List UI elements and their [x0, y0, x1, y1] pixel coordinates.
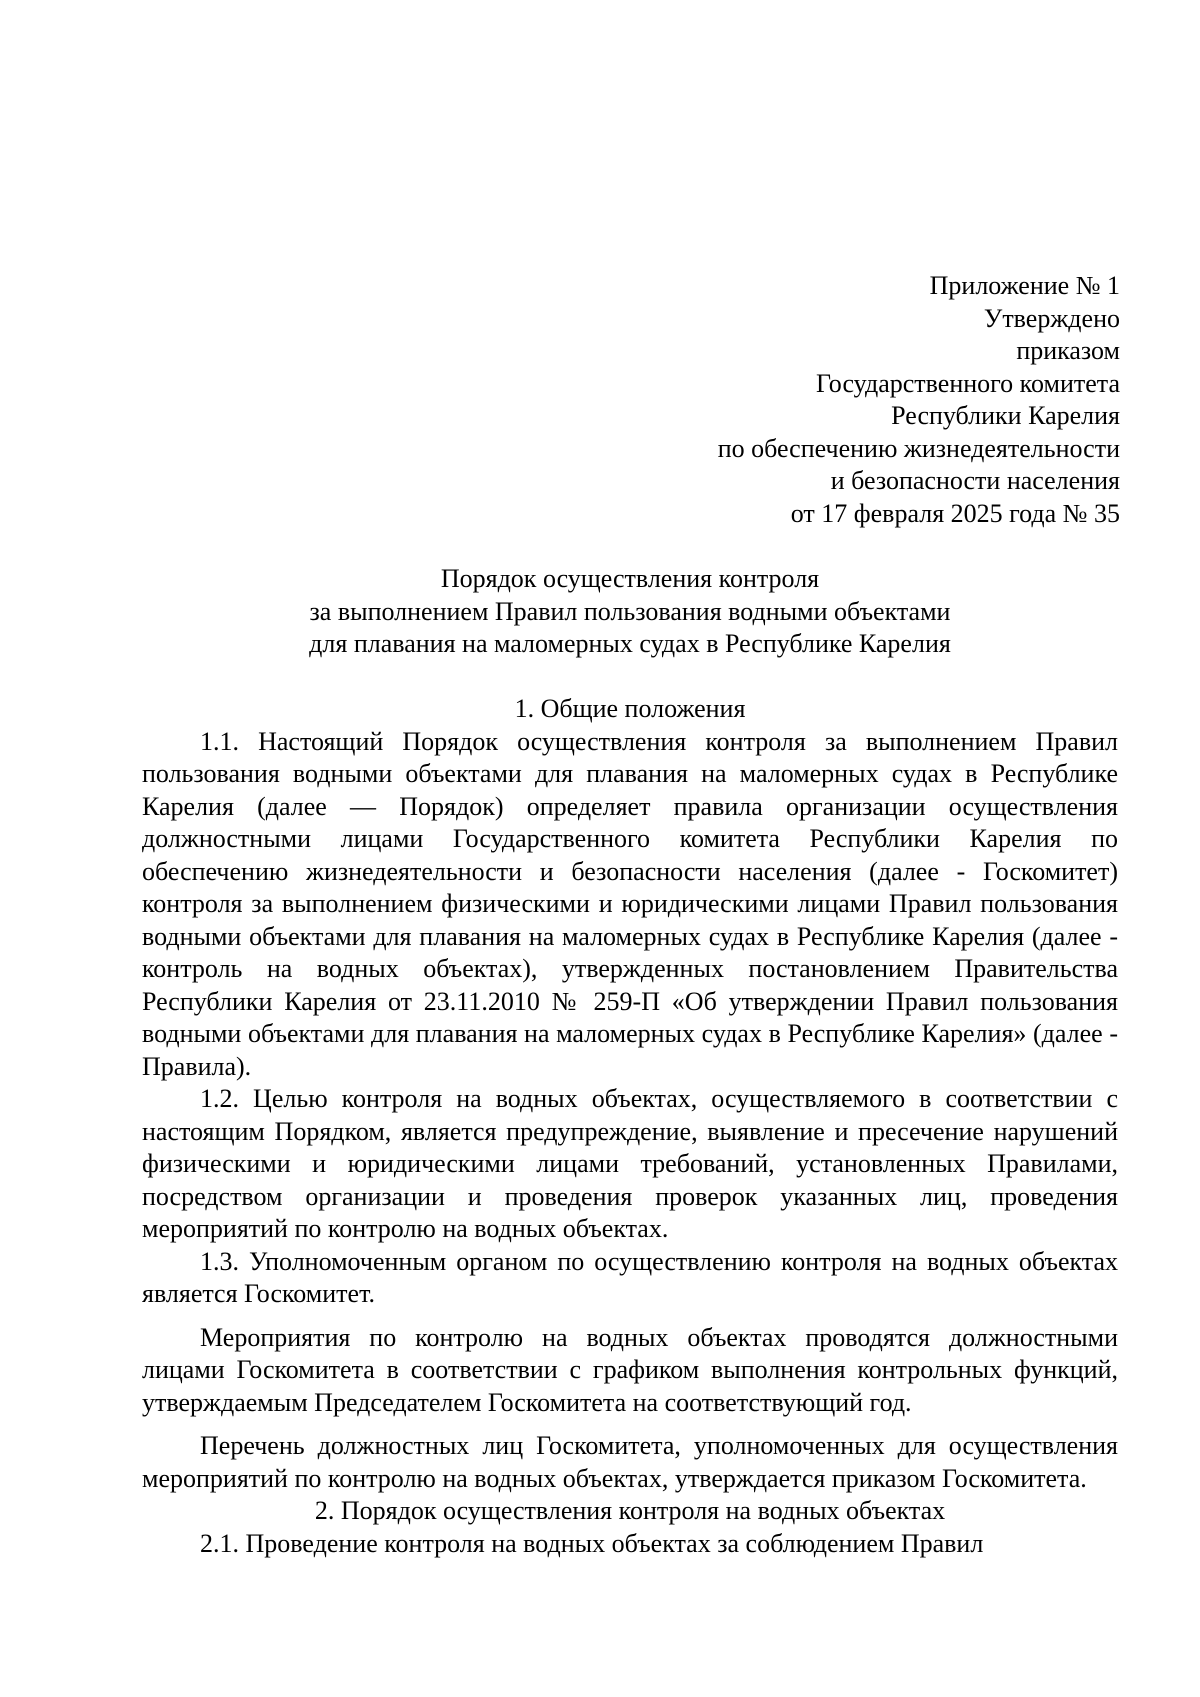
- paragraph-1-3-activities: Мероприятия по контролю на водных объектах проводятся должностными лицами Госкомитета в соответствии с графиком выполнения контрольных функций, утверждаемым Председателем Госкомитета на соответствующий год.: [142, 1322, 1118, 1417]
- document-title: [140, 563, 1120, 661]
- approval-line: Республики Карелия: [891, 401, 1120, 430]
- approval-line: и безопасности населения: [830, 466, 1120, 495]
- paragraph-1-3-officials-list: Перечень должностных лиц Госкомитета, уполномоченных для осуществления мероприятий по контролю на водных объектах, утверждается приказом Госкомитета.: [142, 1431, 1118, 1493]
- approval-line: от 17 февраля 2025 года № 35: [790, 498, 1120, 528]
- approval-line: Государственного комитета: [816, 368, 1120, 398]
- title-line: за выполнением Правил пользования водными объектами: [309, 596, 951, 626]
- approval-line: Приложение № 1: [929, 271, 1120, 300]
- paragraph-2-1: 2.1. Проведение контроля на водных объектах за соблюдением Правил: [200, 1528, 984, 1558]
- paragraph-1-1: 1.1. Настоящий Порядок осуществления контроля за выполнением Правил пользования водными объектами для плавания на маломерных судах в Республике Карелия (далее — Порядок) определяет правила организации осуществления должностными лицами Государственного комитета Республики Карелия по обеспечению жизнедеятельности и безопасности населения (далее - Госкомитет) контроля за выполнением физическими и юридическими лицами Правил пользования водными объектами для плавания на маломерных судах в Республике Карелия (далее - контроль на водных объектах), утвержденных постановлением Правительства Республики Карелия от 23.11.2010 № 259-П «Об утверждении Правил пользования водными объектами для плавания на маломерных судах в Республике Карелия» (далее - Правила).: [142, 726, 1118, 1081]
- section-heading-2: 2. Порядок осуществления контроля на водных объектах: [314, 1496, 946, 1525]
- approval-line: по обеспечению жизнедеятельности: [717, 433, 1120, 463]
- paragraph-1-2: 1.2. Целью контроля на водных объектах, осуществляемого в соответствии с настоящим Порядком, является предупреждение, выявление и пресечение нарушений физическими и юридическими лицами требований, установленных Правилами, посредством организации и проведения проверок указанных лиц, проведения мероприятий по контролю на водных объектах.: [142, 1084, 1118, 1243]
- title-line: для плавания на маломерных судах в Республике Карелия: [309, 629, 951, 658]
- title-line: Порядок осуществления контроля: [440, 564, 820, 593]
- approval-line: приказом: [1016, 336, 1120, 365]
- approval-block: [718, 270, 1120, 530]
- section-heading-1: 1. Общие положения: [514, 694, 746, 723]
- document-body: [142, 693, 1118, 1560]
- paragraph-1-3: 1.3. Уполномоченным органом по осуществлению контроля на водных объектах является Госкомитет.: [142, 1246, 1118, 1308]
- approval-line: Утверждено: [983, 303, 1120, 333]
